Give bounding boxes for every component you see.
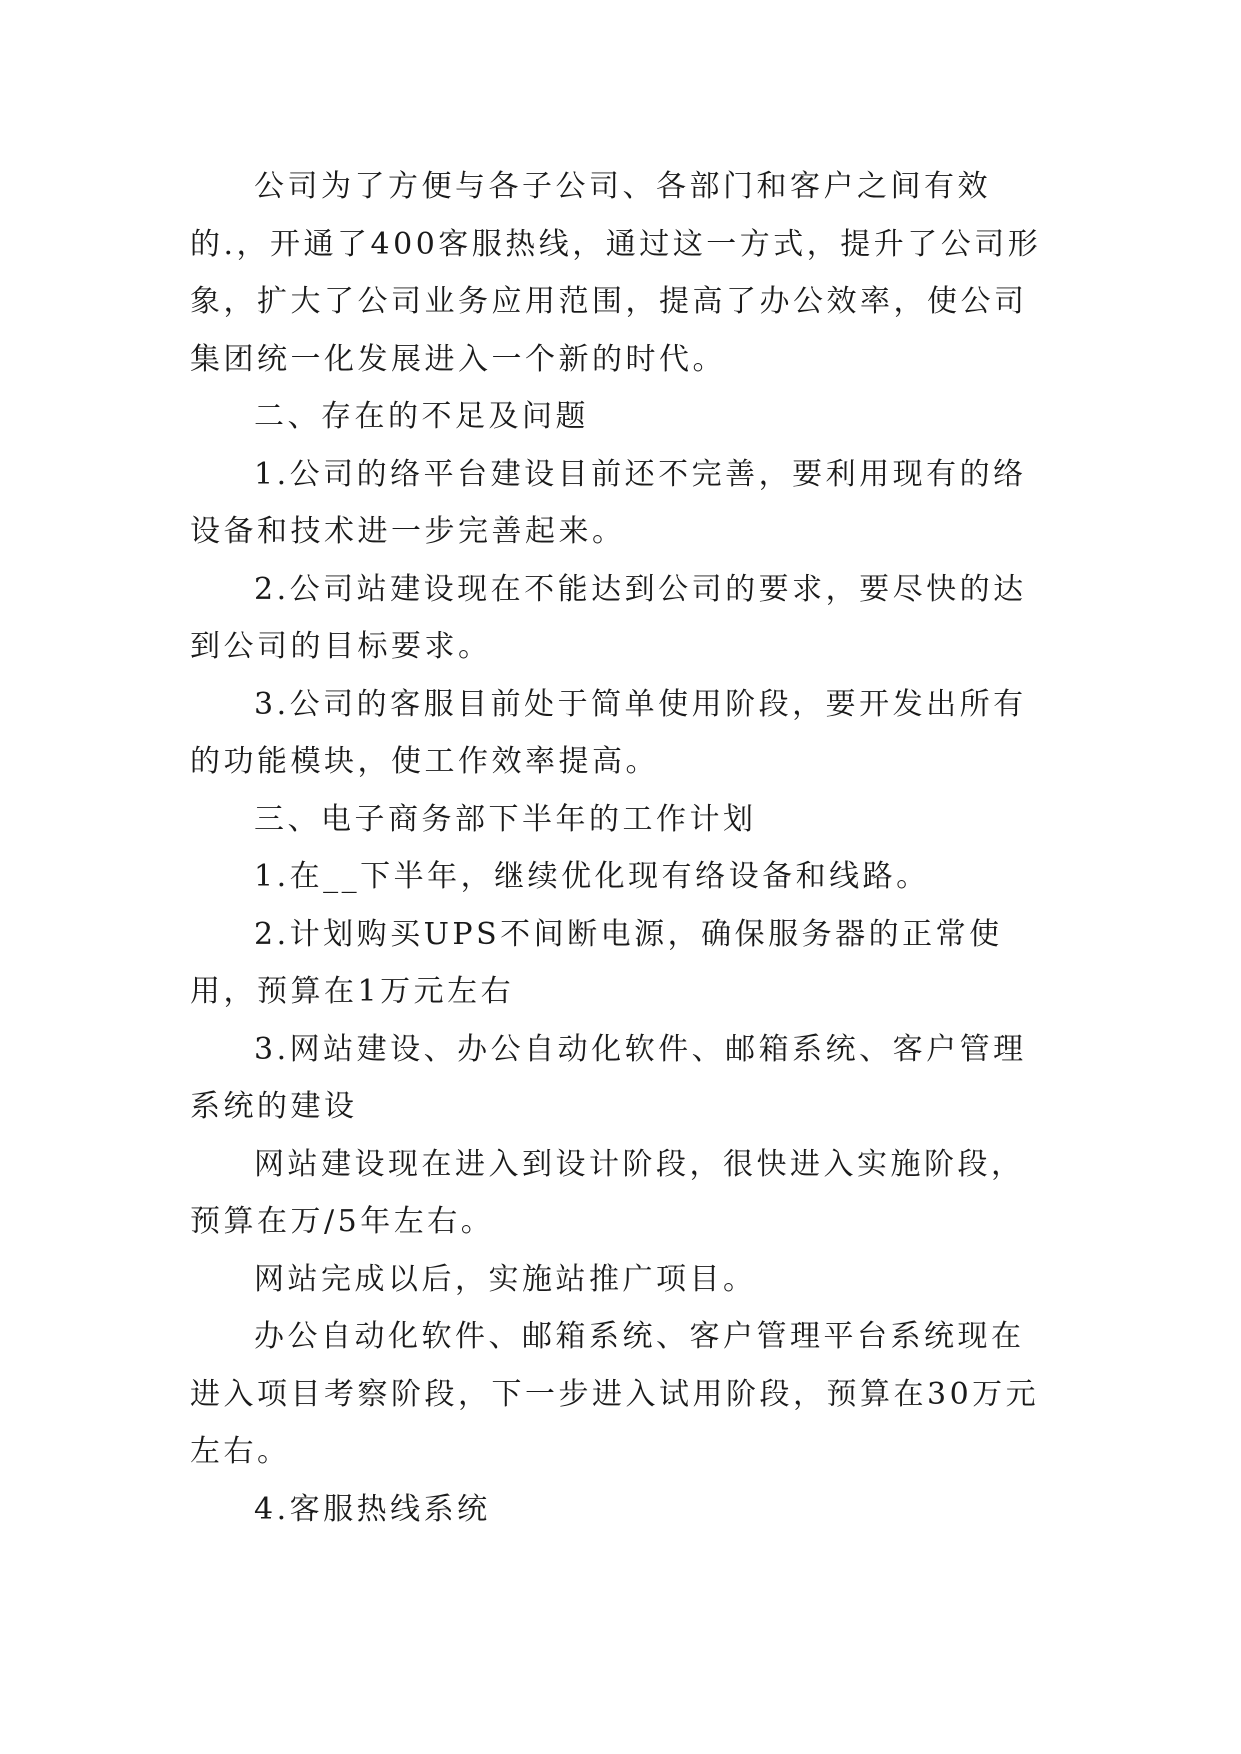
- problem-item-1: 1.公司的络平台建设目前还不完善，要利用现有的络设备和技术进一步完善起来。: [190, 456, 1027, 549]
- plan-item-2: 2.计划购买UPS不间断电源，确保服务器的正常使用，预算在1万元左右: [190, 916, 1003, 1009]
- section-heading-problems: 二、存在的不足及问题: [254, 399, 589, 434]
- plan-item-1: 1.在__下半年，继续优化现有络设备和线路。: [254, 859, 930, 894]
- problem-item-3: 3.公司的客服目前处于简单使用阶段，要开发出所有的功能模块，使工作效率提高。: [190, 686, 1027, 779]
- section-heading-plan: 三、电子商务部下半年的工作计划: [254, 801, 757, 837]
- document-body: [190, 158, 1050, 1538]
- plan-item-3-office-systems: 办公自动化软件、邮箱系统、客户管理平台系统现在进入项目考察阶段，下一步进入试用阶段，预算在30万元左右。: [190, 1319, 1040, 1469]
- plan-item-4: 4.客服热线系统: [254, 1491, 491, 1527]
- plan-item-3-website: 网站建设现在进入到设计阶段，很快进入实施阶段，预算在万/5年左右。: [190, 1146, 1025, 1239]
- plan-item-3: 3.网站建设、办公自动化软件、邮箱系统、客户管理系统的建设: [190, 1031, 1027, 1124]
- plan-item-3-promotion: 网站完成以后，实施站推广项目。: [254, 1261, 757, 1297]
- paragraph-intro: 公司为了方便与各子公司、各部门和客户之间有效的.，开通了400客服热线，通过这一方式，提升了公司形象，扩大了公司业务应用范围，提高了办公效率，使公司集团统一化发展进入一个新的时代。: [190, 169, 1042, 377]
- problem-item-2: 2.公司站建设现在不能达到公司的要求，要尽快的达到公司的目标要求。: [190, 571, 1027, 664]
